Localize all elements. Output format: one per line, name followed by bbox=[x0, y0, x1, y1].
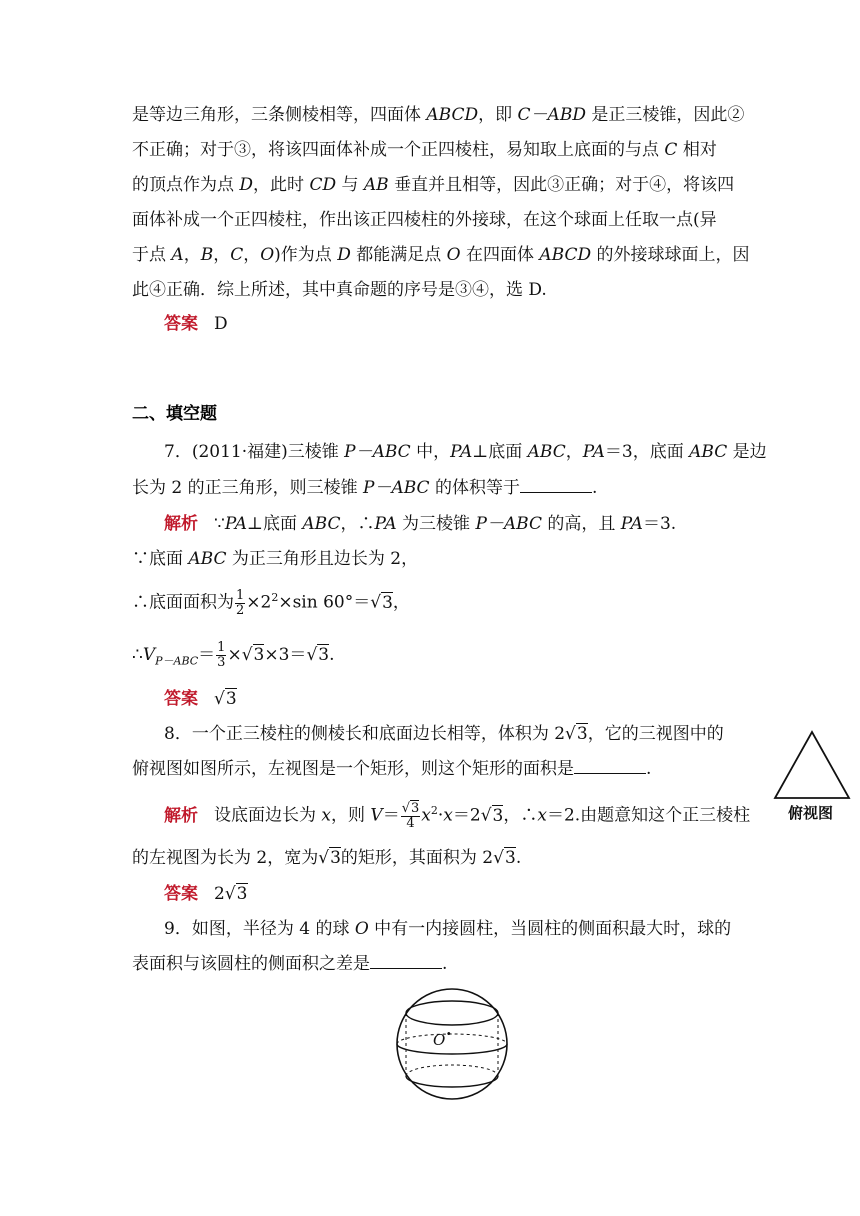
sqrt-icon: √ bbox=[370, 592, 382, 613]
top-view-triangle-figure bbox=[772, 730, 852, 802]
q8-line-2: 俯视图如图所示，左视图是一个矩形，则这个矩形的面积是 . bbox=[132, 759, 652, 779]
answer-blank bbox=[370, 952, 442, 969]
q7-solution-1: 解析 ∵PA⊥底面 ABC，∴PA 为三棱锥 P－ABC 的高，且 PA＝3. bbox=[164, 514, 677, 534]
q7-solution-3: ∴底面面积为 $\frac{1}{2}$ $\times 2^2\times\sin$ 60°＝√3， bbox=[132, 587, 410, 618]
q8-line-1: 8．一个正三棱柱的侧棱长和底面边长相等，体积为 2√3，它的三视图中的 bbox=[164, 724, 724, 744]
answer-label: 答案 bbox=[164, 689, 198, 709]
q7-solution-2: ∵底面 ABC 为正三角形且边长为 2， bbox=[132, 549, 419, 569]
q9-line-1: 9．如图，半径为 4 的球 O 中有一内接圆柱，当圆柱的侧面积最大时，球的 bbox=[164, 919, 732, 939]
fraction: $\frac{1}{2}$ bbox=[236, 587, 245, 618]
q7-solution-4: $\therefore V_{P-ABC}=$ $\frac{1}{3}$ ×√3×3＝√3. bbox=[132, 640, 335, 670]
para-line-6: 此④正确．综上所述，其中真命题的序号是③④，选 D. bbox=[132, 280, 547, 300]
para-line-1: 是等边三角形，三条侧棱相等，四面体 ABCD，即 C－ABD 是正三棱锥，因此② bbox=[132, 105, 745, 125]
q8-solution-1: 解析 设底面边长为 x，则 V＝ $\frac{√3}{4}$ $x^2\cdot x=2√3$，∴x＝2.由题意知这个正三棱柱 bbox=[164, 800, 751, 831]
fraction: $\frac{1}{3}$ bbox=[217, 640, 226, 670]
answer-blank bbox=[520, 476, 592, 493]
answer-6: 答案 D bbox=[164, 314, 228, 334]
para-line-2: 不正确；对于③，将该四面体补成一个正四棱柱，易知取上底面的与点 C 相对 bbox=[132, 140, 717, 160]
answer-8: 答案 2√3 bbox=[164, 884, 248, 904]
sphere-center-label: O bbox=[433, 1031, 446, 1049]
sphere-cylinder-figure bbox=[388, 980, 516, 1110]
answer-blank bbox=[574, 757, 646, 774]
sqrt-icon: √ bbox=[565, 724, 576, 744]
top-view-label: 俯视图 bbox=[788, 804, 834, 822]
sqrt-icon: √ bbox=[318, 848, 330, 868]
sqrt-icon: √ bbox=[480, 805, 492, 826]
q8-solution-2: 的左视图为长为 2，宽为√3的矩形，其面积为 2√3. bbox=[132, 848, 522, 868]
answer-7: 答案 √3 bbox=[164, 689, 237, 709]
sqrt-icon: √ bbox=[306, 645, 318, 665]
sqrt-icon: √ bbox=[241, 645, 253, 665]
q9-line-2: 表面积与该圆柱的侧面积之差是 . bbox=[132, 954, 448, 974]
sqrt-icon: √ bbox=[401, 800, 410, 816]
sqrt-icon: √ bbox=[214, 689, 225, 709]
fraction: $\frac{√3}{4}$ bbox=[401, 800, 420, 831]
para-line-5: 于点 A，B，C，O)作为点 D 都能满足点 O 在四面体 ABCD 的外接球球面上，因 bbox=[132, 245, 750, 265]
answer-label: 答案 bbox=[164, 884, 198, 904]
answer-label: 答案 bbox=[164, 314, 198, 334]
q7-line-2: 长为 2 的正三角形，则三棱锥 P－ABC 的体积等于 . bbox=[132, 478, 598, 498]
analysis-label: 解析 bbox=[164, 805, 198, 826]
q7-line-1: 7．(2011·福建)三棱锥 P－ABC 中，PA⊥底面 ABC，PA＝3，底面 ABC 是边 bbox=[164, 442, 767, 462]
para-line-4: 面体补成一个正四棱柱，作出该正四棱柱的外接球，在这个球面上任取一点(异 bbox=[132, 210, 717, 230]
sphere-center-dot: · bbox=[446, 1024, 452, 1043]
sqrt-icon: √ bbox=[224, 884, 236, 904]
sqrt-icon: √ bbox=[493, 848, 504, 868]
section-heading: 二、填空题 bbox=[132, 404, 217, 424]
analysis-label: 解析 bbox=[164, 514, 198, 534]
para-line-3: 的顶点作为点 D，此时 CD 与 AB 垂直并且相等，因此③正确；对于④，将该四 bbox=[132, 175, 735, 195]
